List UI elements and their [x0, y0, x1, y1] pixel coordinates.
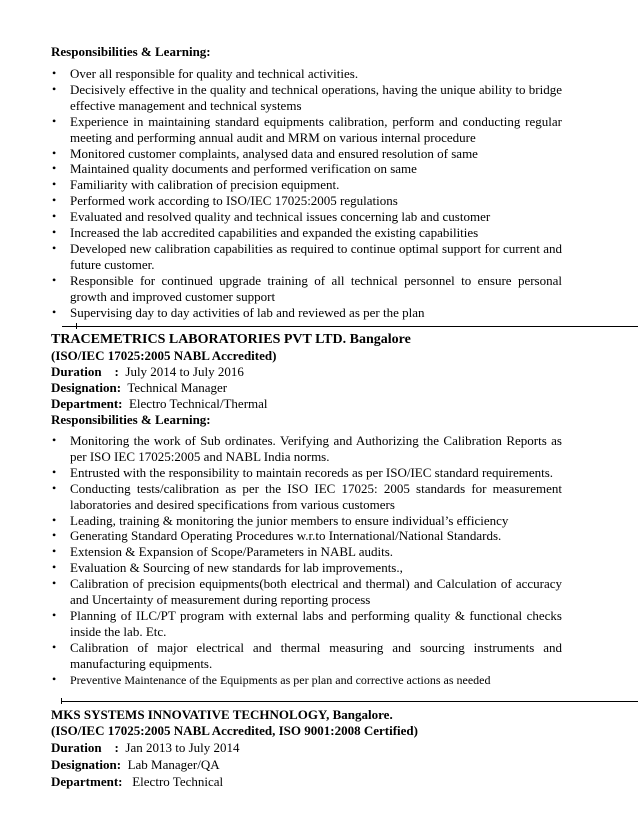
list-item: • Supervising day to day activities of lab and reviewed as per the plan — [52, 304, 425, 320]
duration-value: Jan 2013 to July 2014 — [125, 740, 240, 755]
department-row — [51, 396, 268, 412]
list-item: • Monitoring the work of Sub ordinates. Verifying and Authorizing the Calibration Reports as per ISO IEC 17025:2005 and NABL India norms. — [52, 433, 562, 464]
duration-row — [51, 364, 244, 380]
list-item: • Monitored customer complaints, analysed data and ensured resolution of same — [52, 145, 478, 161]
department-value: Electro Technical — [132, 774, 224, 789]
list-item: • Leading, training & monitoring the junior members to ensure individual’s efficiency — [52, 512, 509, 528]
list-item: • Developed new calibration capabilities as required to continue optimal support for current and future customer. — [52, 240, 562, 272]
designation-label: Designation: — [51, 380, 122, 395]
section-heading: Responsibilities & Learning: — [51, 412, 211, 427]
list-item: • Generating Standard Operating Procedures w.r.to International/National Standards. — [52, 528, 502, 544]
list-item: • Preventive Maintenance of the Equipments as per plan and corrective actions as needed — [52, 671, 491, 687]
department-label: Department: — [51, 396, 123, 411]
designation-value: Technical Manager — [127, 380, 228, 395]
accreditation: (ISO/IEC 17025:2005 NABL Accredited, ISO 9001:2008 Certified) — [51, 723, 418, 738]
list-item: • Responsible for continued upgrade training of all technical personnel to ensure personal growth and improved customer support — [52, 272, 562, 304]
designation-value: Lab Manager/QA — [127, 757, 220, 772]
designation-label: Designation: — [51, 757, 122, 772]
list-item: • Familiarity with calibration of precision equipment. — [52, 177, 340, 193]
list-item: • Performed work according to ISO/IEC 17025:2005 regulations — [52, 193, 398, 209]
list-item: • Evaluation & Sourcing of new standards for lab improvements., — [52, 560, 403, 576]
list-item: • Calibration of precision equipments(both electrical and thermal) and Calculation of accuracy and Uncertainty of measurement during reporting process — [52, 576, 562, 608]
section-divider — [62, 701, 638, 702]
list-item: • Over all responsible for quality and technical activities. — [52, 66, 359, 81]
company-name: MKS SYSTEMS INNOVATIVE TECHNOLOGY, Bangalore. — [51, 707, 393, 722]
duration-value: July 2014 to July 2016 — [125, 364, 244, 379]
list-item: • Maintained quality documents and performed verification on same — [52, 161, 417, 177]
duration-row — [51, 740, 240, 756]
department-row — [51, 774, 223, 790]
duration-label: Duration : — [51, 740, 119, 755]
list-item: • Decisively effective in the quality and technical operations, having the unique ability to bridge effective management and technical systems — [52, 81, 562, 113]
accreditation: (ISO/IEC 17025:2005 NABL Accredited) — [51, 348, 277, 363]
list-item: • Extension & Expansion of Scope/Parameters in NABL audits. — [52, 544, 394, 560]
designation-row — [51, 380, 227, 396]
section-divider — [62, 326, 638, 327]
designation-row — [51, 757, 220, 773]
list-item: • Experience in maintaining standard equipments calibration, perform and conducting regular meeting and performing annual audit and MRM on various internal procedure — [52, 113, 562, 145]
list-item: • Conducting tests/calibration as per the ISO IEC 17025: 2005 standards for measurement laboratories and desired specifications from various customers — [52, 480, 562, 512]
list-item: • Calibration of major electrical and thermal measuring and sourcing instruments and manufacturing equipments. — [52, 639, 562, 671]
department-label: Department: — [51, 774, 123, 789]
list-item: • Planning of ILC/PT program with external labs and performing quality & functional checks inside the lab. Etc. — [52, 607, 562, 639]
responsibilities-list — [51, 66, 562, 321]
list-item: • Entrusted with the responsibility to maintain recoreds as per ISO/IEC standard requirements. — [52, 464, 554, 480]
responsibilities-list — [51, 433, 562, 689]
company-name: TRACEMETRICS LABORATORIES PVT LTD. Bangalore — [51, 332, 411, 347]
duration-label: Duration : — [51, 364, 119, 379]
list-item: • Increased the lab accredited capabilities and expanded the existing capabilities — [52, 225, 479, 241]
section-heading: Responsibilities & Learning: — [51, 44, 211, 59]
department-value: Electro Technical/Thermal — [128, 396, 268, 411]
list-item: • Evaluated and resolved quality and technical issues concerning lab and customer — [52, 209, 491, 225]
